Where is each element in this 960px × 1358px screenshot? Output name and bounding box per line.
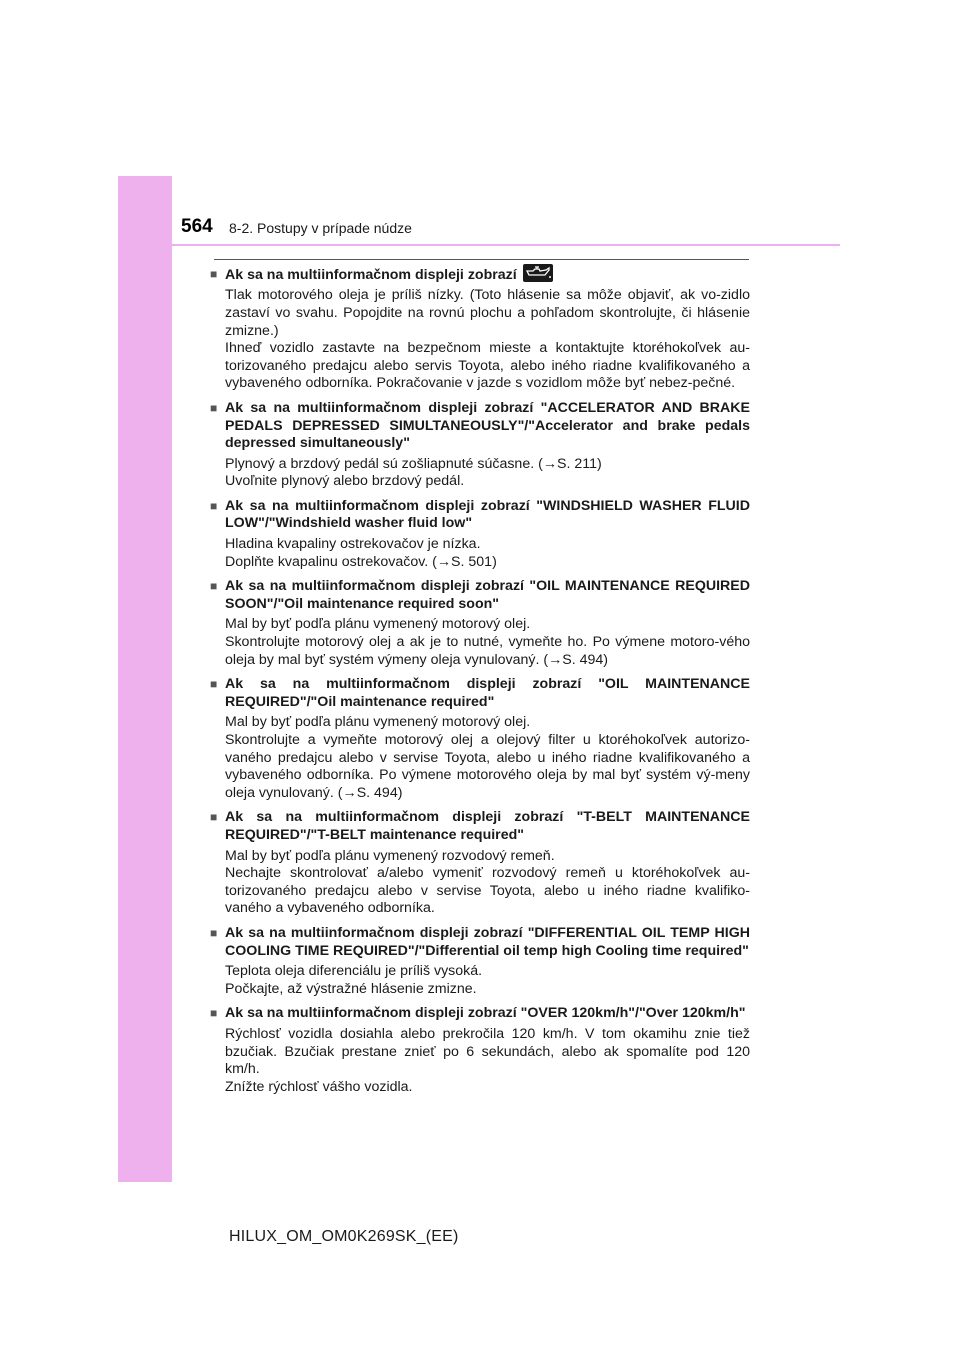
body-line: Skontrolujte a vymeňte motorový olej a olejový filter u ktoréhokoľvek autorizo-vaného predajcu alebo v servise Toyota, alebo u iného riadne kvalifikovaného a vybaveného odborníka. Po výmene motorového oleja by mal byť systém vý-meny oleja vynulovaný. (→S. 494) <box>225 732 750 801</box>
body-line: Hladina kvapaliny ostrekovačov je nízka. <box>225 536 481 553</box>
body-line: Mal by byť podľa plánu vymenený motorový olej. <box>225 616 531 633</box>
item-body <box>225 963 750 998</box>
body-line: Rýchlosť vozidla dosiahla alebo prekročila 120 km/h. V tom okamihu znie tiež bzučiak. Bzučiak prestane znieť po 6 sekundách, alebo ak spomalíte pod 120 km/h. <box>225 1025 750 1078</box>
item-heading <box>210 925 750 960</box>
document-code: HILUX_OM_OM0K269SK_(EE) <box>229 1228 459 1245</box>
oil-pressure-icon <box>523 264 553 282</box>
square-bullet-icon: ■ <box>210 498 218 513</box>
heading-text: Ak sa na multiinformačnom displeji zobrazí "OIL MAINTENANCE REQUIRED"/"Oil maintenance required" <box>225 676 750 710</box>
heading-text: Ak sa na multiinformačnom displeji zobrazí "ACCELERATOR AND BRAKE PEDALS DEPRESSED SIMULTANEOUSLY"/"Accelerator and brake pedals depressed simultaneously" <box>225 399 750 452</box>
item-pedals <box>210 400 750 491</box>
body-line: Doplňte kvapalinu ostrekovačov. (→S. 501) <box>225 553 497 570</box>
item-oil-maintenance <box>210 676 750 802</box>
body-line: Tlak motorového oleja je príliš nízky. (Toto hlásenie sa môže objaviť, ak vo-zidlo zastaví vo svahu. Popojdite na rovnú plochu a pohľadom skontrolujte, či hlásenie zmizne.) <box>225 287 750 339</box>
item-overspeed <box>210 1005 750 1096</box>
square-bullet-icon: ■ <box>210 677 218 692</box>
item-body <box>225 287 750 393</box>
item-washer-fluid <box>210 498 750 571</box>
section-title: 8-2. Postupy v prípade núdze <box>229 220 412 236</box>
heading-text: Ak sa na multiinformačnom displeji zobrazí "DIFFERENTIAL OIL TEMP HIGH COOLING TIME REQUIRED"/"Differential oil temp high Cooling time required" <box>225 924 750 959</box>
item-heading <box>210 498 750 533</box>
body-line: Plynový a brzdový pedál sú zošliapnuté súčasne. (→S. 211) <box>225 455 602 472</box>
heading-text: Ak sa na multiinformačnom displeji zobrazí <box>225 266 517 283</box>
body-line: Uvoľnite plynový alebo brzdový pedál. <box>225 473 465 490</box>
item-heading <box>210 676 750 711</box>
content <box>210 266 750 1103</box>
heading-text: Ak sa na multiinformačnom displeji zobrazí "OVER 120km/h"/"Over 120km/h" <box>225 1005 746 1022</box>
heading-text: Ak sa na multiinformačnom displeji zobrazí "WINDSHIELD WASHER FLUID LOW"/"Windshield washer fluid low" <box>225 497 750 532</box>
square-bullet-icon: ■ <box>210 267 218 281</box>
square-bullet-icon: ■ <box>210 1006 218 1021</box>
item-heading <box>210 400 750 453</box>
item-body <box>225 456 750 491</box>
body-line: Nechajte skontrolovať a/alebo vymeniť rozvodový remeň u ktoréhokoľvek au-torizovaného predajcu alebo v servise Toyota, alebo u iného riadne kvalifiko-vaného a vybaveného odborníka. <box>225 865 750 917</box>
square-bullet-icon: ■ <box>210 400 218 415</box>
item-heading <box>210 578 750 613</box>
item-body <box>225 848 750 918</box>
header-rule <box>172 244 840 246</box>
item-oil-maintenance-soon <box>210 578 750 669</box>
body-line: Skontrolujte motorový olej a ak je to nutné, vymeňte ho. Po výmene motoro-vého oleja by mal byť systém výmeny oleja vynulovaný. (→S. 494) <box>225 634 750 668</box>
item-body <box>225 714 750 802</box>
body-line: Mal by byť podľa plánu vymenený rozvodový remeň. <box>225 847 555 864</box>
body-line: Mal by byť podľa plánu vymenený motorový olej. <box>225 714 531 731</box>
square-bullet-icon: ■ <box>210 579 218 594</box>
content-divider <box>214 259 749 260</box>
page-number: 564 <box>181 216 213 237</box>
square-bullet-icon: ■ <box>210 925 218 940</box>
square-bullet-icon: ■ <box>210 810 218 825</box>
heading-text: Ak sa na multiinformačnom displeji zobrazí "T-BELT MAINTENANCE REQUIRED"/"T-BELT maintenance required" <box>225 809 750 843</box>
body-line: Teplota oleja diferenciálu je príliš vysoká. <box>225 963 483 980</box>
item-tbelt <box>210 809 750 918</box>
item-body <box>225 536 750 571</box>
item-body <box>225 616 750 669</box>
item-oil-pressure <box>210 266 750 393</box>
body-line: Znížte rýchlosť vášho vozidla. <box>225 1078 413 1095</box>
heading-text: Ak sa na multiinformačnom displeji zobrazí "OIL MAINTENANCE REQUIRED SOON"/"Oil maintenance required soon" <box>225 578 750 612</box>
item-heading <box>210 809 750 844</box>
item-differential-oil <box>210 925 750 998</box>
body-line: Ihneď vozidlo zastavte na bezpečnom mieste a kontaktujte ktoréhokoľvek au-torizovaného predajcu alebo servis Toyota, alebo iného riadne kvalifikovaného a vybaveného odborníka. Pokračovanie v jazde s vozidlom môže byť nebez-pečné. <box>225 340 750 392</box>
item-heading <box>210 266 750 284</box>
chapter-tab <box>118 176 172 1182</box>
body-line: Počkajte, až výstražné hlásenie zmizne. <box>225 980 477 997</box>
item-heading <box>210 1005 750 1023</box>
item-body <box>225 1026 750 1096</box>
